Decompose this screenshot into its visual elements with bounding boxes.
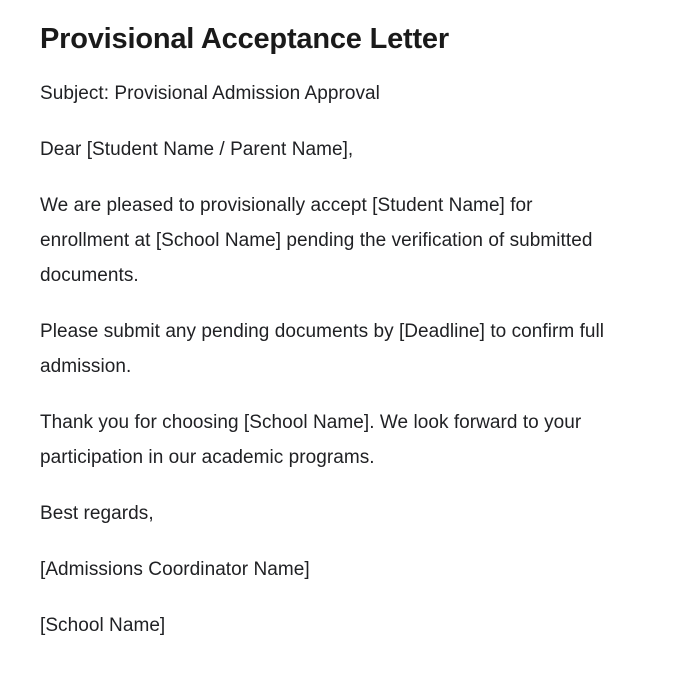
page-title: Provisional Acceptance Letter (40, 23, 449, 55)
paragraph-document-submission: Please submit any pending documents by [Deadline] to confirm full admission. (40, 321, 605, 377)
paragraph-signature-coordinator: [Admissions Coordinator Name] (40, 559, 310, 580)
paragraph-acceptance-statement: We are pleased to provisionally accept [Student Name] for enrollment at [School Name] pending the verification of submitted documents. (40, 195, 593, 286)
paragraph-thank-you: Thank you for choosing [School Name]. We look forward to your participation in our academic programs. (40, 412, 582, 468)
letter-body (40, 76, 615, 643)
paragraph-signature-school: [School Name] (40, 615, 166, 636)
paragraph-salutation: Dear [Student Name / Parent Name], (40, 139, 354, 160)
paragraph-subject: Subject: Provisional Admission Approval (40, 83, 380, 104)
paragraph-closing: Best regards, (40, 503, 154, 524)
